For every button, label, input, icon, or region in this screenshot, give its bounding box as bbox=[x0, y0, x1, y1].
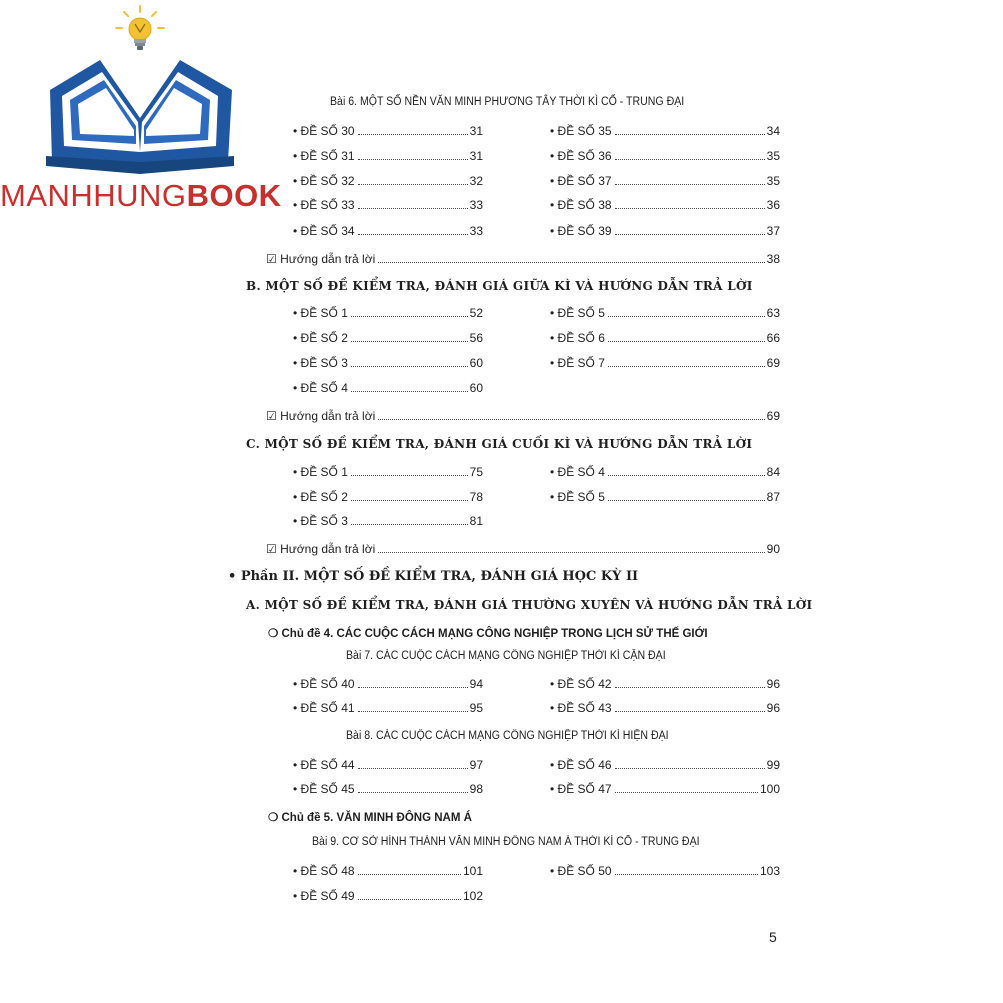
toc-entry: • ĐỀ SỐ 1 52 bbox=[293, 306, 483, 320]
lesson-8-title: Bài 8. CÁC CUỘC CÁCH MẠNG CÔNG NGHIỆP THỜI KÌ HIỆN ĐẠI bbox=[346, 730, 669, 742]
toc-entry: • ĐỀ SỐ 3 81 bbox=[293, 514, 483, 528]
answer-guide-entry: ☑ Hướng dẫn trả lời 38 bbox=[266, 252, 780, 266]
toc-entry: • ĐỀ SỐ 35 34 bbox=[550, 124, 780, 138]
toc-entry: • ĐỀ SỐ 2 78 bbox=[293, 490, 483, 504]
section-a2-title: A. MỘT SỐ ĐỀ KIỂM TRA, ĐÁNH GIÁ THƯỜNG XUYÊN VÀ HƯỚNG DẪN TRẢ LỜI bbox=[246, 598, 813, 612]
toc-entry: • ĐỀ SỐ 47 100 bbox=[550, 782, 780, 796]
toc-entry: • ĐỀ SỐ 7 69 bbox=[550, 356, 780, 370]
answer-guide-entry: ☑ Hướng dẫn trả lời 90 bbox=[266, 542, 780, 556]
lesson-7-title: Bài 7. CÁC CUỘC CÁCH MẠNG CÔNG NGHIỆP THỜI KÌ CẬN ĐẠI bbox=[346, 650, 666, 662]
page-number: 5 bbox=[769, 929, 777, 945]
toc-entry: • ĐỀ SỐ 34 33 bbox=[293, 224, 483, 238]
brand-part2: BOOK bbox=[186, 178, 282, 213]
answer-guide-entry: ☑ Hướng dẫn trả lời 69 bbox=[266, 409, 780, 423]
toc-entry: • ĐỀ SỐ 44 97 bbox=[293, 758, 483, 772]
toc-entry: • ĐỀ SỐ 37 35 bbox=[550, 174, 780, 188]
lesson-6-title: Bài 6. MỘT SỐ NỀN VĂN MINH PHƯƠNG TÂY THỜI KÌ CỔ - TRUNG ĐẠI bbox=[330, 96, 685, 108]
toc-entry: • ĐỀ SỐ 36 35 bbox=[550, 149, 780, 163]
toc-entry: • ĐỀ SỐ 49 102 bbox=[293, 889, 483, 903]
topic-4-title: ❍ Chủ đề 4. CÁC CUỘC CÁCH MẠNG CÔNG NGHIỆP TRONG LỊCH SỬ THẾ GIỚI bbox=[268, 628, 708, 640]
toc-entry: • ĐỀ SỐ 41 95 bbox=[293, 701, 483, 715]
toc-entry: • ĐỀ SỐ 31 31 bbox=[293, 149, 483, 163]
toc-entry: • ĐỀ SỐ 6 66 bbox=[550, 331, 780, 345]
toc-entry: • ĐỀ SỐ 43 96 bbox=[550, 701, 780, 715]
brand-wordmark bbox=[0, 178, 282, 214]
section-c-title: C. MỘT SỐ ĐỀ KIỂM TRA, ĐÁNH GIÁ CUỐI KÌ VÀ HƯỚNG DẪN TRẢ LỜI bbox=[246, 437, 753, 451]
toc-entry: • ĐỀ SỐ 1 75 bbox=[293, 465, 483, 479]
topic-5-title: ❍ Chủ đề 5. VĂN MINH ĐÔNG NAM Á bbox=[268, 812, 472, 824]
toc-entry: • ĐỀ SỐ 33 33 bbox=[293, 198, 483, 212]
toc-entry: • ĐỀ SỐ 40 94 bbox=[293, 677, 483, 691]
toc-entry: • ĐỀ SỐ 5 87 bbox=[550, 490, 780, 504]
toc-entry: • ĐỀ SỐ 48 101 bbox=[293, 864, 483, 878]
brand-part1: MANHHUNG bbox=[0, 178, 187, 213]
toc-entry: • ĐỀ SỐ 46 99 bbox=[550, 758, 780, 772]
toc-entry: • ĐỀ SỐ 50 103 bbox=[550, 864, 780, 878]
toc-entry: • ĐỀ SỐ 3 60 bbox=[293, 356, 483, 370]
toc-entry: • ĐỀ SỐ 4 60 bbox=[293, 381, 483, 395]
toc-entry: • ĐỀ SỐ 38 36 bbox=[550, 198, 780, 212]
toc-entry: • ĐỀ SỐ 4 84 bbox=[550, 465, 780, 479]
toc-entry: • ĐỀ SỐ 32 32 bbox=[293, 174, 483, 188]
toc-entry: • ĐỀ SỐ 45 98 bbox=[293, 782, 483, 796]
toc-entry: • ĐỀ SỐ 39 37 bbox=[550, 224, 780, 238]
lesson-9-title: Bài 9. CƠ SỞ HÌNH THÀNH VĂN MINH ĐÔNG NAM Á THỜI KÌ CỔ - TRUNG ĐẠI bbox=[312, 836, 700, 848]
toc-entry: • ĐỀ SỐ 30 31 bbox=[293, 124, 483, 138]
toc-entry: • ĐỀ SỐ 5 63 bbox=[550, 306, 780, 320]
toc-entry: • ĐỀ SỐ 42 96 bbox=[550, 677, 780, 691]
part-2-title: • Phần II. MỘT SỐ ĐỀ KIỂM TRA, ĐÁNH GIÁ HỌC KỲ II bbox=[228, 569, 639, 584]
section-b-title: B. MỘT SỐ ĐỀ KIỂM TRA, ĐÁNH GIÁ GIỮA KÌ VÀ HƯỚNG DẪN TRẢ LỜI bbox=[246, 279, 753, 293]
toc-entry: • ĐỀ SỐ 2 56 bbox=[293, 331, 483, 345]
